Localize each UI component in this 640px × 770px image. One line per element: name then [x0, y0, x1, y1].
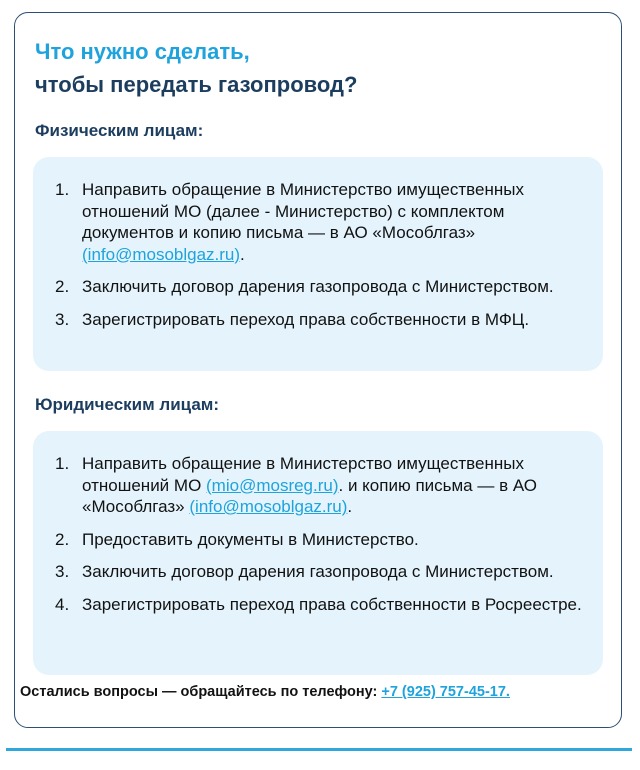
individuals-steps-list	[55, 179, 583, 330]
step-number: 3.	[55, 309, 70, 329]
info-card	[14, 12, 622, 728]
list-item	[55, 561, 583, 583]
step-number: 2.	[55, 277, 70, 296]
individuals-panel	[33, 157, 603, 371]
list-item	[55, 179, 583, 265]
email-link-mio[interactable]: (mio@mosreg.ru)	[206, 475, 339, 495]
step-text: Зарегистрировать переход права собственности в Росреестре.	[82, 594, 582, 614]
step-text-middle: . и копию письма — в АО «Мособлгаз»	[82, 475, 538, 516]
contact-footer	[20, 684, 510, 700]
list-item	[55, 594, 583, 616]
step-text: Направить обращение в Министерство имущественных отношений МО (далее - Министерство) с комплектом документов и копию письма — в АО «Мособлгаз»	[82, 180, 524, 242]
step-text: Заключить договор дарения газопровода с Министерством.	[82, 277, 554, 296]
email-link-mosoblgaz[interactable]: (info@mosoblgaz.ru)	[189, 497, 348, 516]
step-text: Зарегистрировать переход права собственности в МФЦ.	[82, 309, 530, 329]
bottom-divider	[6, 748, 632, 751]
footer-text: Остались вопросы — обращайтесь по телефону:	[20, 684, 382, 700]
step-number: 4.	[55, 594, 70, 614]
step-number: 2.	[55, 529, 70, 549]
phone-link[interactable]: +7 (925) 757-45-17.	[381, 684, 510, 700]
step-text-end: .	[347, 497, 353, 516]
list-item	[55, 276, 583, 298]
legal-entities-steps-list	[55, 453, 583, 615]
title-line-1: Что нужно сделать,	[35, 39, 250, 64]
step-text: Заключить договор дарения газопровода с Министерством.	[82, 562, 554, 581]
list-item	[55, 309, 583, 331]
step-number: 3.	[55, 562, 70, 581]
individuals-heading: Физическим лицам:	[35, 121, 204, 140]
page-title	[35, 35, 357, 101]
list-item	[55, 453, 583, 518]
legal-entities-heading: Юридическим лицам:	[35, 395, 220, 414]
step-number: 1.	[55, 180, 70, 199]
step-text-end: .	[240, 244, 245, 264]
list-item	[55, 529, 583, 551]
legal-entities-panel	[33, 431, 603, 675]
title-line-2: чтобы передать газопровод?	[35, 72, 358, 97]
email-link-mosoblgaz[interactable]: (info@mosoblgaz.ru)	[82, 244, 241, 264]
step-number: 1.	[55, 454, 70, 473]
step-text: Предоставить документы в Министерство.	[82, 529, 419, 549]
step-text: Направить обращение в Министерство имущественных отношений МО	[82, 454, 524, 495]
